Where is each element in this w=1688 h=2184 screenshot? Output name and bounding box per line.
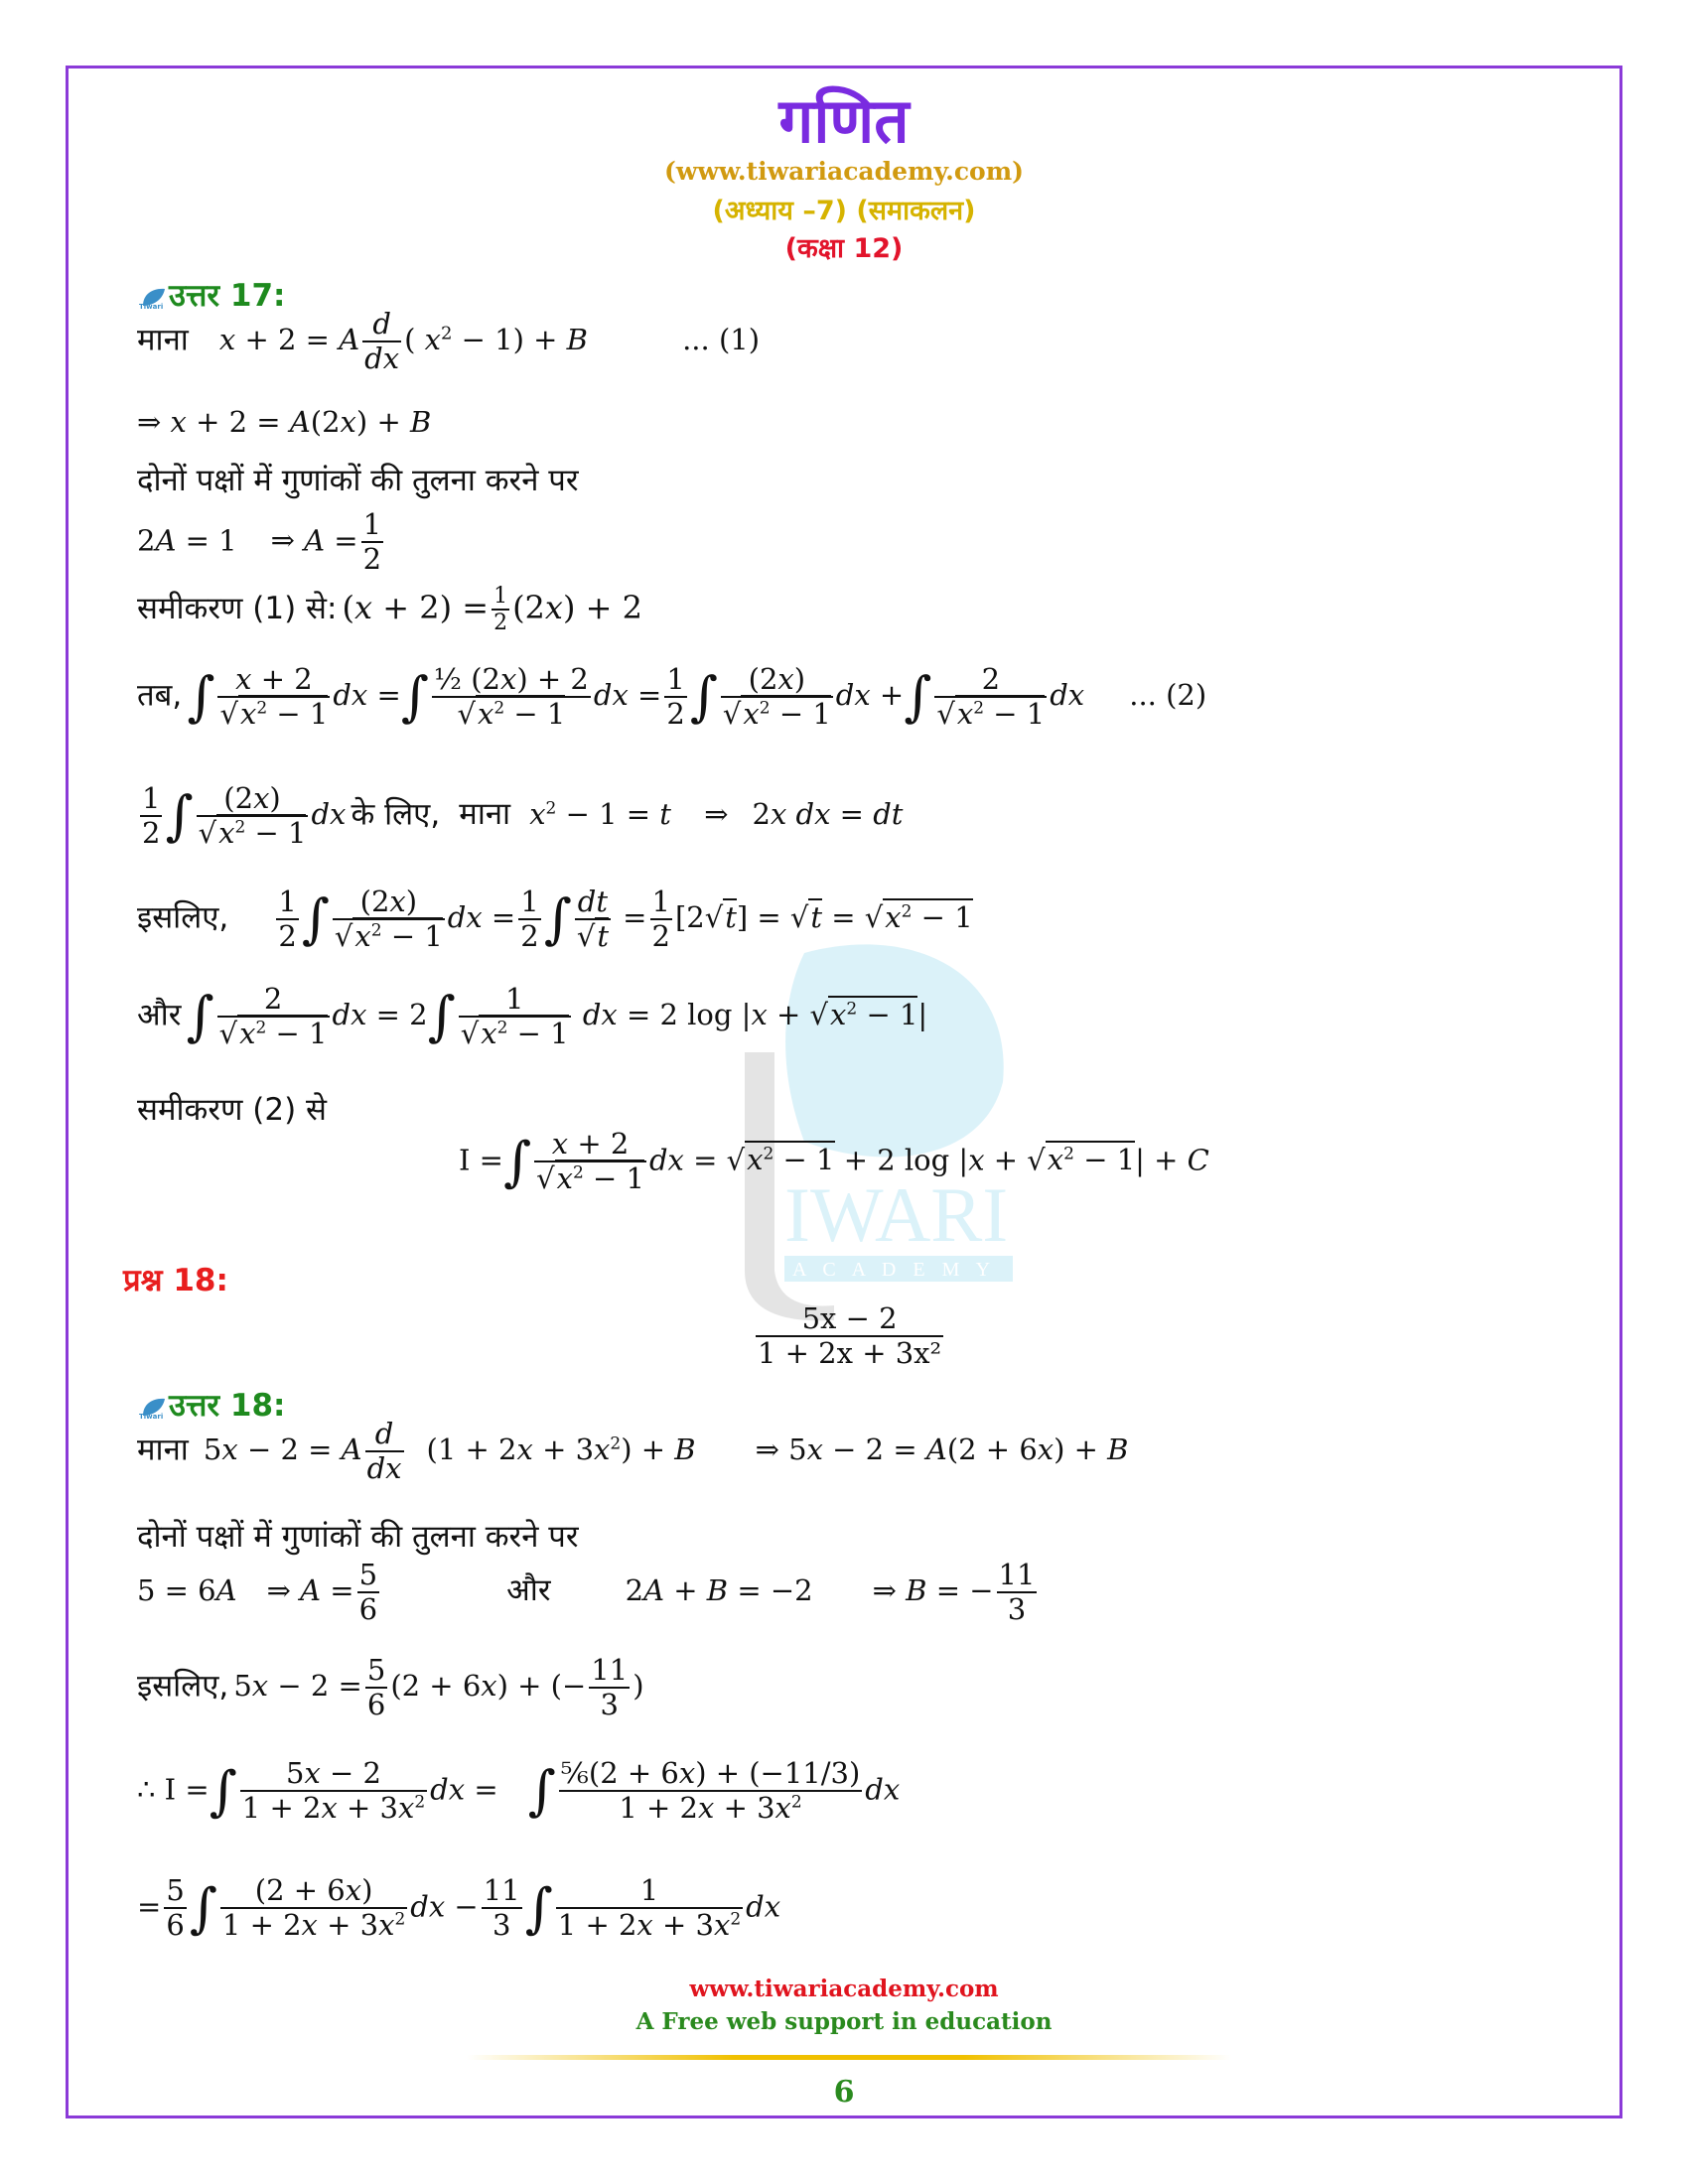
- question-18-expression: [753, 1302, 946, 1371]
- eq17-A: 2A = 1 ⇒ A = $\frac{1}{2}$: [137, 507, 382, 577]
- footer-tagline: A Free web support in education: [635, 2008, 1053, 2035]
- answer-17-label: उत्तर 17:: [169, 278, 286, 314]
- q18-numerator: 5x − 2: [801, 1301, 898, 1335]
- eq17-therefore: इसलिए, $\frac{1}{2}$ ∫ $\frac{(2x)}{√x^2 - 1}$ dx = $\frac{1}{2}$ ∫ $\frac{dt}{√t}$ = $\frac{1}{2}$ $[2√t] = √t = √x^2 - 1$: [137, 885, 973, 954]
- footer-site-link[interactable]: www.tiwariacademy.com: [689, 1976, 999, 2002]
- eq17-sub: $\frac{1}{2}$ ∫ $\frac{(2x)}{√x^2 - 1}$ dx के लिए, माना $x^2 - 1 = t$ ⇒ 2x dx = dt: [142, 781, 904, 851]
- eq18-split: = $\frac{5}{6}$ ∫ $\frac{(2 + 6x)}{1 + 2x + 3x^2}$ dx − $\frac{11}{3}$ ∫ $\frac{1}{1 + 2x + 3x^2}$ dx: [137, 1873, 781, 1943]
- chapter-label: (अध्याय –7) (समाकलन): [712, 196, 976, 226]
- compare-text-17: दोनों पक्षों में गुणांकों की तुलना करने पर: [137, 463, 579, 498]
- svg-text:Tiwari: Tiwari: [139, 1412, 164, 1420]
- eq18-line1: माना 5x − 2 = A $\frac{d}{dx}$ $(1 + 2x + 3x^2) + B$ ⇒ 5x − 2 = A(2 + 6x) + B: [137, 1417, 1129, 1486]
- svg-text:Tiwari: Tiwari: [139, 302, 164, 310]
- eq18-AB: 5 = 6A ⇒ A = $\frac{5}{6}$ और 2A + B = −2 ⇒ B = − $\frac{11}{3}$: [137, 1558, 1036, 1627]
- eq17-line2: ⇒ x + 2 = A(2x) + B: [137, 405, 432, 439]
- eq17-from1: समीकरण (1) से: (x + 2) = $\frac{1}{2}$ (2x) + 2: [137, 584, 642, 636]
- page-title: गणित: [778, 84, 910, 157]
- watermark-subtext: A C A D E M Y: [792, 1259, 997, 1281]
- tiwari-watermark-logo: [685, 913, 1023, 1330]
- eq17-and: और ∫ $\frac{2}{√x^2 - 1}$ dx = 2∫ $\frac{1}{√x^2 - 1}$ dx = 2 $\log |x + √x^2 - 1|$: [137, 982, 928, 1051]
- eq17-from2: समीकरण (2) से: [137, 1092, 327, 1128]
- eq18-therefore: इसलिए, 5x − 2 = $\frac{5}{6}$ (2 + 6x) + (− $\frac{11}{3}$ ): [137, 1653, 644, 1722]
- eq18-integral: ∴ I =∫ $\frac{5x - 2}{1 + 2x + 3x^2}$ dx = ∫ $\frac{\text{⅚(2 + 6x) + (−11/3)}}{1 + 2x + 3x^2}$ dx: [137, 1756, 901, 1826]
- page-number: 6: [833, 2075, 855, 2110]
- class-label: (कक्षा 12): [784, 233, 904, 264]
- tiwari-logo-icon: [137, 286, 167, 310]
- q18-denominator: 1 + 2x + 3x²: [758, 1336, 942, 1371]
- eq17-split: तब, ∫ $\frac{x + 2}{√x^2 - 1}$ dx =∫ $\frac{\text{½ (2x) + 2}}{√x^2 - 1}$ dx = $\frac{1}{2}$ ∫ $\frac{(2x)}{√x^2 - 1}$ dx +∫ $\frac{2}{√x^2 - 1}$ dx ... (2): [137, 662, 1207, 732]
- tiwari-logo-icon: [137, 1396, 167, 1420]
- compare-text-18: दोनों पक्षों में गुणांकों की तुलना करने पर: [137, 1519, 579, 1555]
- eq17-final: I =∫ $\frac{x + 2}{√x^2 - 1}$ dx = $√x^2 - 1 + 2$ $\log |x + √x^2 - 1| + C$: [459, 1127, 1209, 1196]
- header-site-link[interactable]: (www.tiwariacademy.com): [663, 157, 1024, 186]
- answer-18-label: उत्तर 18:: [169, 1388, 286, 1424]
- question-18-heading: प्रश्न 18:: [123, 1263, 228, 1298]
- watermark-text: IWARI: [784, 1171, 1009, 1258]
- eq17-line1: माना x + 2 = A $\frac{d}{dx}$ ( $x^2 - 1) + B$ ... (1): [137, 307, 761, 376]
- footer-divider: [467, 2055, 1231, 2060]
